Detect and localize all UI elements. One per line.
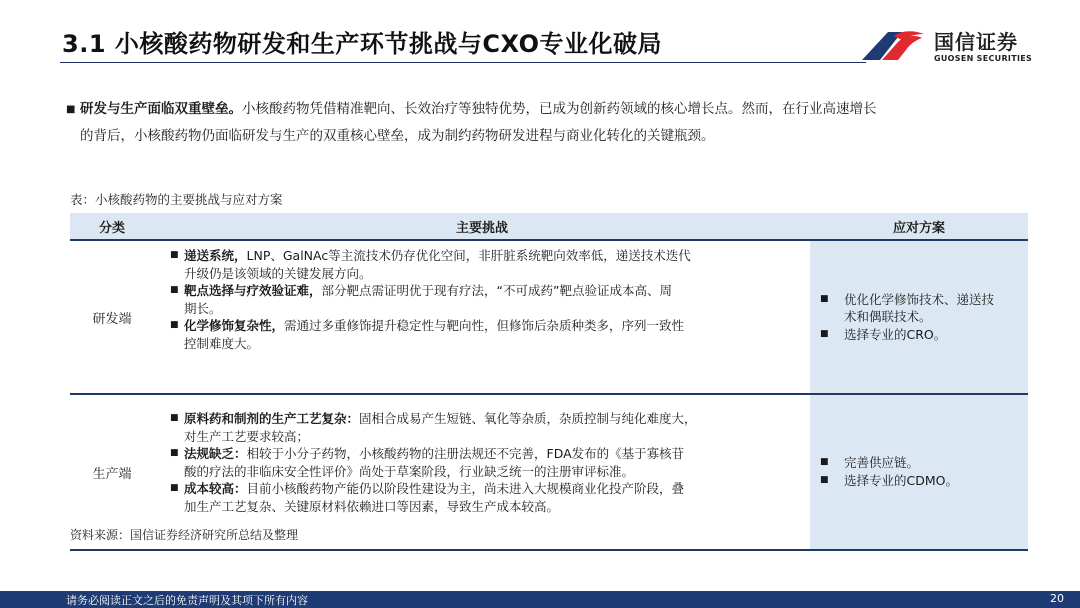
challenge-body-cont: 期长。 <box>184 300 222 316</box>
solution-item <box>820 326 1028 344</box>
row-category: 研发端 <box>70 241 154 393</box>
row-category: 生产端 <box>70 395 154 549</box>
footer-bar <box>0 591 1080 608</box>
footer-disclaimer: 请务必阅读正文之后的免责声明及其项下所有内容 <box>66 594 308 607</box>
bullet-icon: ■ <box>170 250 179 260</box>
intro-lead: 研发与生产面临双重壁垒。 <box>80 101 242 117</box>
company-logo <box>858 24 1048 68</box>
intro-text-line2: 的背后，小核酸药物仍面临研发与生产的双重核心壁垒，成为制约药物研发进程与商业化转化的关键瓶颈。 <box>80 128 715 144</box>
challenge-body: LNP、GalNAc等主流技术仍存优化空间，非肝脏系统靶向效率低，递送技术迭代 <box>246 248 691 263</box>
bullet-icon: ■ <box>820 328 829 339</box>
solution-item <box>820 472 1028 490</box>
challenges-cell <box>154 241 810 393</box>
challenge-body: 目前小核酸药物产能仍以阶段性建设为主，尚未进入大规模商业化投产阶段，叠 <box>246 481 685 497</box>
bullet-icon: ■ <box>170 448 179 459</box>
logo-name-cn: 国信证券 <box>934 30 1018 54</box>
intro-paragraph <box>66 96 1026 149</box>
challenge-body-cont: 控制难度大。 <box>184 335 260 351</box>
challenge-body: 相较于小分子药物，小核酸药物的注册法规还不完善，FDA发布的《基于寡核苷 <box>246 446 685 462</box>
solution-text: 选择专业的CRO。 <box>844 326 947 342</box>
bullet-icon: ■ <box>820 293 829 304</box>
challenge-body-cont: 升级仍是该领域的关键发展方向。 <box>184 265 372 281</box>
header-category: 分类 <box>98 220 125 236</box>
bullet-icon: ■ <box>820 475 829 485</box>
table-row <box>70 241 1028 395</box>
challenge-body-cont: 酸的疗法的非临床安全性评价》尚处于草案阶段，行业缺乏统一的注册审评标准。 <box>184 463 635 479</box>
solution-text-cont: 术和偶联技术。 <box>844 309 932 325</box>
bullet-icon: ■ <box>170 413 179 423</box>
bullet-icon: ■ <box>170 483 179 494</box>
source-note: 资料来源：国信证券经济研究所总结及整理 <box>70 528 299 542</box>
challenge-item <box>170 410 802 445</box>
challenge-item <box>170 480 802 515</box>
challenge-title: 法规缺乏： <box>184 446 247 462</box>
table-header-row <box>70 213 1028 241</box>
challenge-item <box>170 445 802 480</box>
intro-text-line1: 小核酸药物凭借精准靶向、长效治疗等独特优势，已成为创新药领域的核心增长点。然而，在行业高速增长 <box>242 101 877 117</box>
header-solutions: 应对方案 <box>892 220 945 236</box>
challenge-title: 原料药和制剂的生产工艺复杂： <box>184 411 360 426</box>
page-number: 20 <box>1050 592 1064 605</box>
solutions-cell <box>810 241 1028 393</box>
challenge-item <box>170 282 802 317</box>
title-divider <box>60 62 866 63</box>
challenge-item <box>170 317 802 352</box>
challenge-title: 成本较高： <box>184 481 247 497</box>
solution-item <box>820 454 1028 472</box>
solutions-cell <box>810 395 1028 549</box>
logo-name-en: GUOSEN SECURITIES <box>934 54 1033 63</box>
challenge-title: 化学修饰复杂性， <box>184 318 285 334</box>
slide-title: 3.1 小核酸药物研发和生产环节挑战与CXO专业化破局 <box>62 30 663 58</box>
challenge-body-cont: 对生产工艺要求较高； <box>184 428 310 444</box>
solution-item <box>820 291 1028 326</box>
bullet-icon: ■ <box>66 104 76 115</box>
table-caption: 表：小核酸药物的主要挑战与应对方案 <box>70 192 283 207</box>
challenge-body: 固相合成易产生短链、氧化等杂质，杂质控制与纯化难度大， <box>359 411 697 426</box>
challenge-body-cont: 加生产工艺复杂、关键原材料依赖进口等因素，导致生产成本较高。 <box>184 498 560 514</box>
header-challenges: 主要挑战 <box>455 220 508 236</box>
challenge-item <box>170 247 802 282</box>
bullet-icon: ■ <box>820 457 829 468</box>
challenge-title: 递送系统， <box>184 248 247 263</box>
challenge-body: 部分靶点需证明优于现有疗法，“不可成药”靶点验证成本高、周 <box>321 283 672 299</box>
guosen-logo-icon <box>858 26 928 66</box>
solution-text: 选择专业的CDMO。 <box>844 473 958 488</box>
challenge-title: 靶点选择与疗效验证难， <box>184 283 322 299</box>
challenges-table <box>70 213 1028 551</box>
solution-text: 完善供应链。 <box>844 455 920 471</box>
bullet-icon: ■ <box>170 285 179 296</box>
bullet-icon: ■ <box>170 320 179 331</box>
challenge-body: 需通过多重修饰提升稳定性与靶向性，但修饰后杂质种类多，序列一致性 <box>284 318 685 334</box>
solution-text: 优化化学修饰技术、递送技 <box>844 291 995 307</box>
